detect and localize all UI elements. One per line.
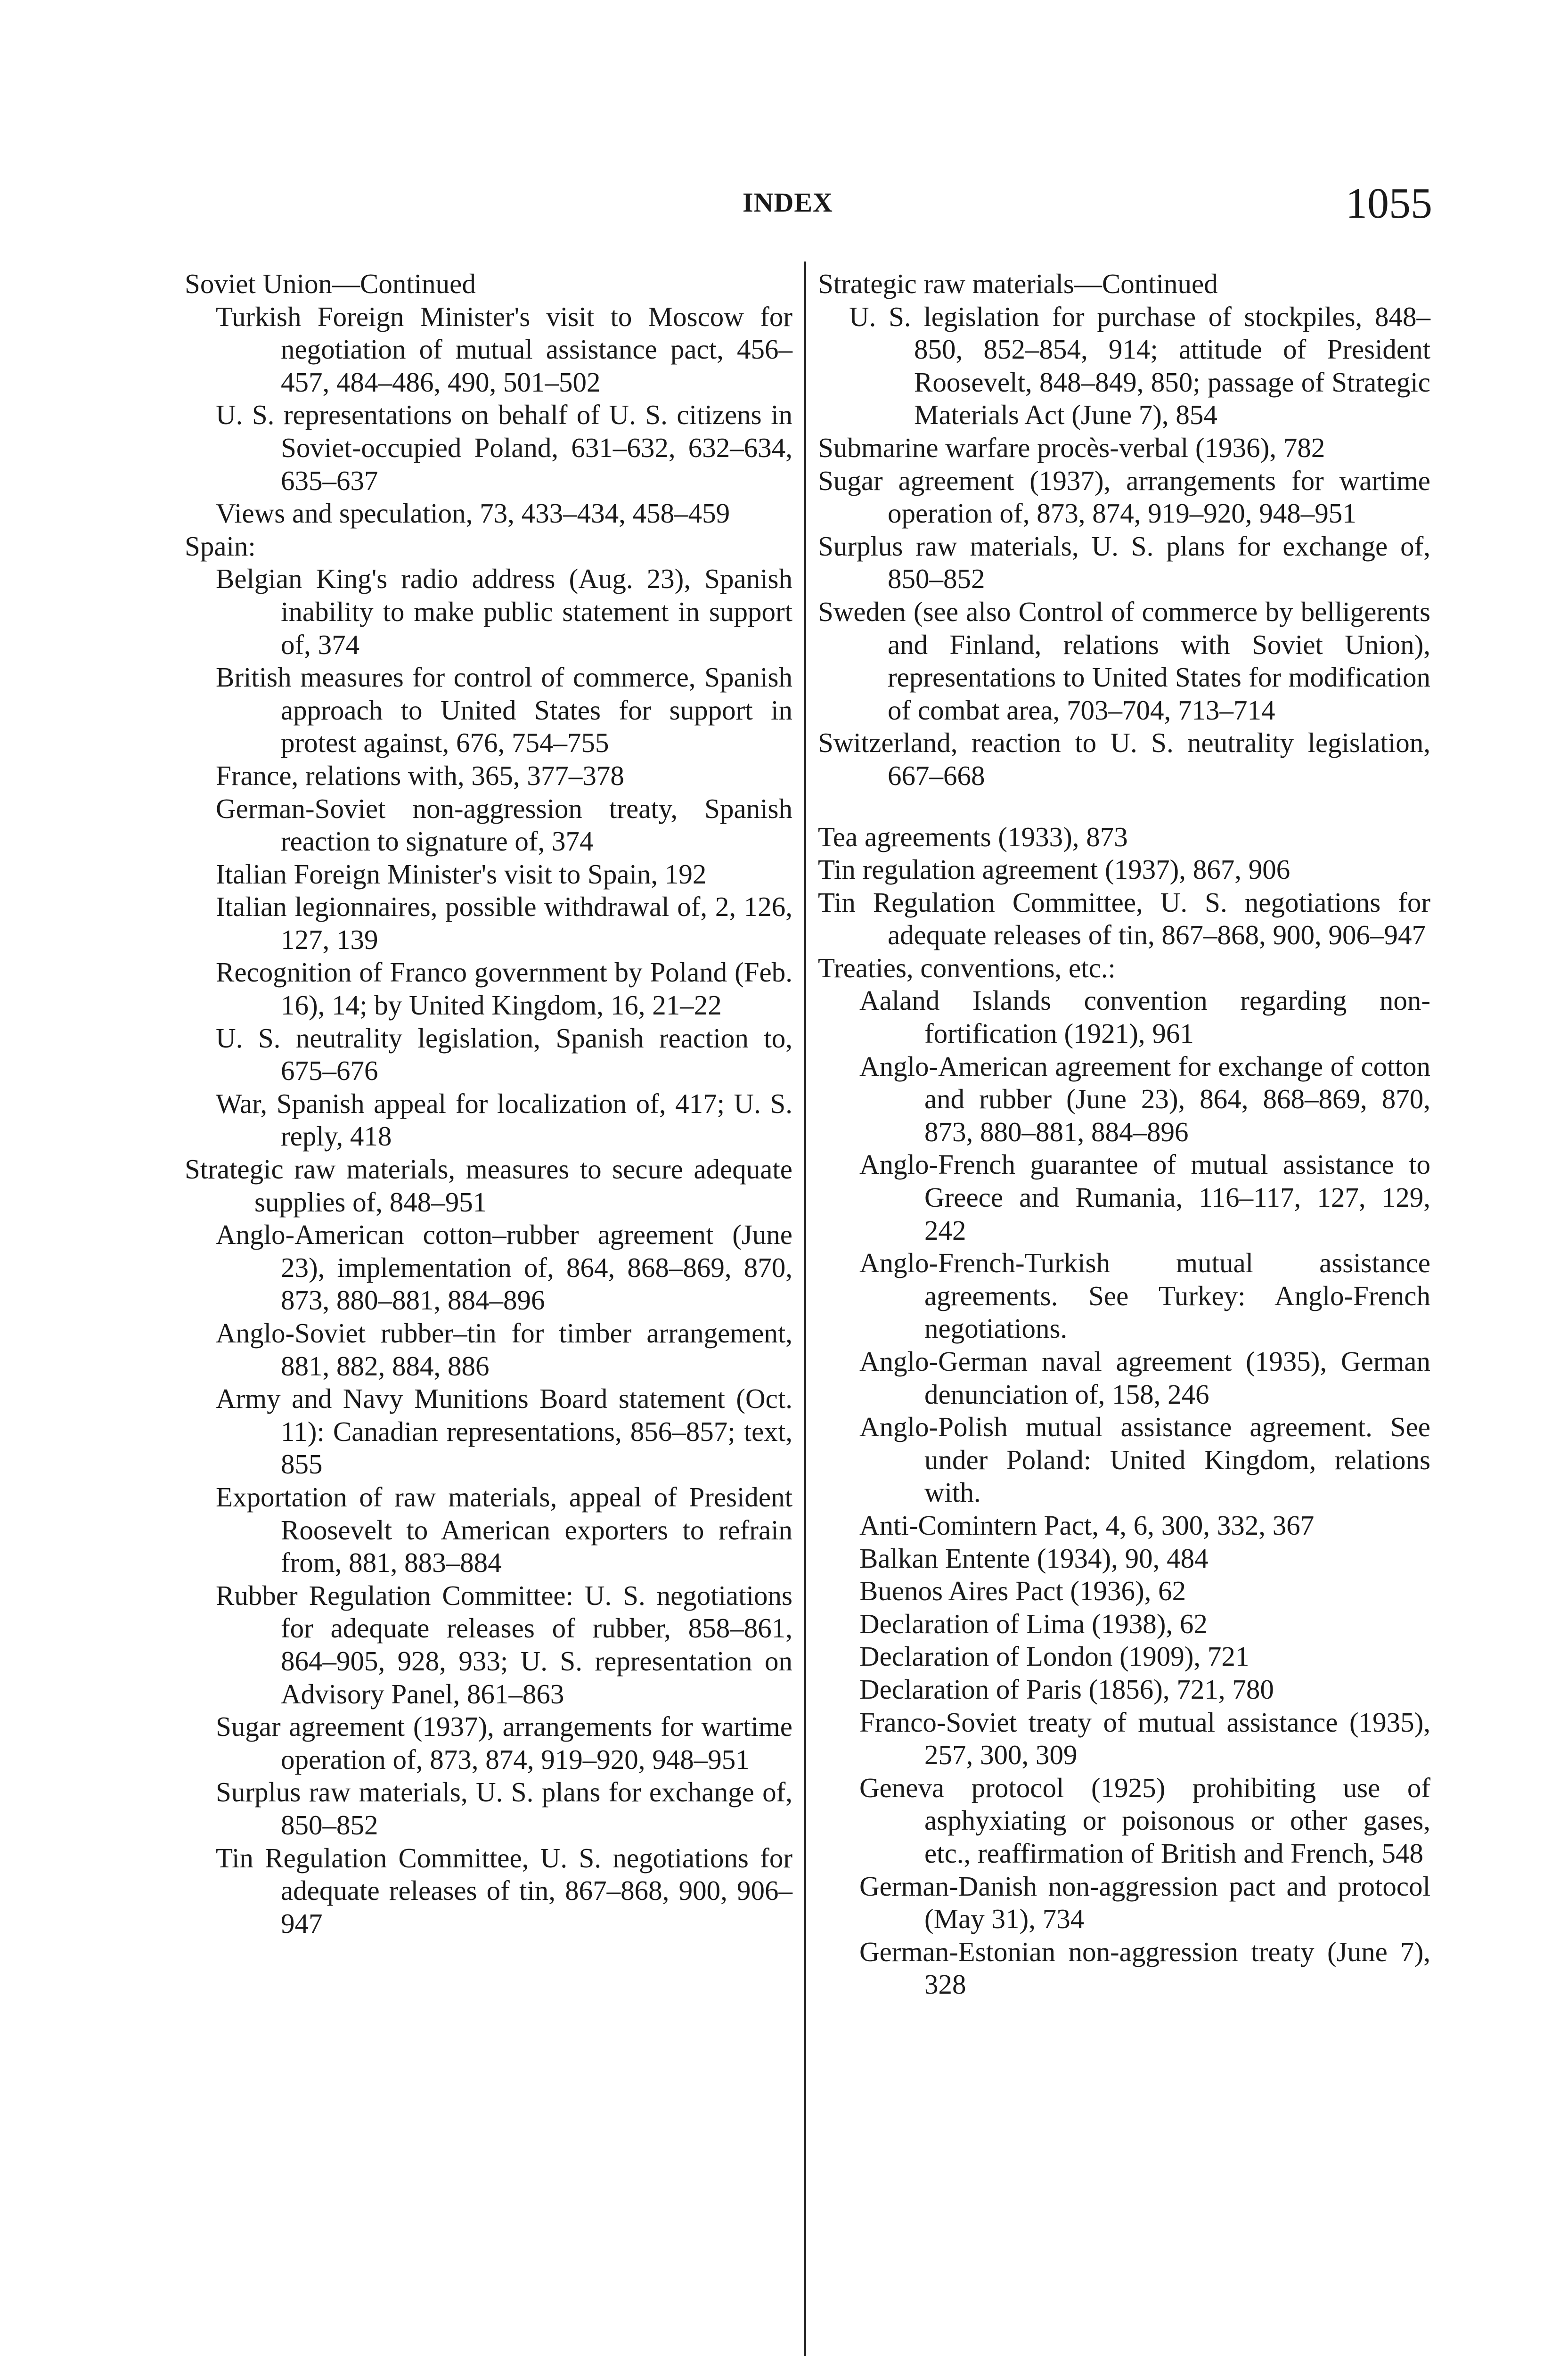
index-subentry: Rubber Regulation Committee: U. S. negotiations for adequate releases of rubber, 858–861, 864–905, 928, 933; U. S. representation on Advisory Panel, 861–863 <box>216 1579 792 1710</box>
index-subentry: Anglo-Polish mutual assistance agreement. See under Poland: United Kingdom, relations with. <box>859 1411 1430 1508</box>
index-entry: Sweden (see also Control of commerce by belligerents and Finland, relations with Soviet Union), representations to United States for modification of combat area, 703–704, 713–714 <box>818 596 1430 726</box>
index-entry: Sugar agreement (1937), arrangements for wartime operation of, 873, 874, 919–920, 948–951 <box>818 465 1430 529</box>
index-entry: Switzerland, reaction to U. S. neutrality legislation, 667–668 <box>818 727 1430 791</box>
index-entry: Soviet Union—Continued <box>185 268 476 299</box>
running-head: INDEX <box>743 187 833 218</box>
index-subentry: Declaration of London (1909), 721 <box>859 1641 1250 1672</box>
index-subentry: Recognition of Franco government by Poland (Feb. 16), 14; by United Kingdom, 16, 21–22 <box>216 957 792 1021</box>
index-subentry: Buenos Aires Pact (1936), 62 <box>859 1575 1186 1607</box>
index-subentry: Italian Foreign Minister's visit to Spain, 192 <box>216 858 707 890</box>
index-subentry: Anglo-French guarantee of mutual assistance to Greece and Rumania, 116–117, 127, 129, 242 <box>859 1149 1430 1246</box>
index-entry: Strategic raw materials, measures to secure adequate supplies of, 848–951 <box>185 1153 792 1218</box>
index-subentry: German-Soviet non-aggression treaty, Spanish reaction to signature of, 374 <box>216 793 792 857</box>
index-subentry: German-Danish non-aggression pact and protocol (May 31), 734 <box>859 1870 1430 1935</box>
index-entry: Tea agreements (1933), 873 <box>818 821 1128 852</box>
index-subentry: Army and Navy Munitions Board statement (Oct. 11): Canadian representations, 856–857; text, 855 <box>216 1383 792 1480</box>
index-subentry: Sugar agreement (1937), arrangements for wartime operation of, 873, 874, 919–920, 948–951 <box>216 1711 792 1775</box>
index-entry: Treaties, conventions, etc.: <box>818 952 1116 983</box>
index-subentry: Turkish Foreign Minister's visit to Moscow for negotiation of mutual assistance pact, 456–457, 484–486, 490, 501–502 <box>216 301 792 398</box>
index-subentry: Exportation of raw materials, appeal of President Roosevelt to American exporters to refrain from, 881, 883–884 <box>216 1481 792 1579</box>
index-subentry: Balkan Entente (1934), 90, 484 <box>859 1542 1209 1574</box>
right-index-column <box>818 268 1430 2001</box>
index-subentry: Views and speculation, 73, 433–434, 458–459 <box>216 498 730 529</box>
index-subentry: U. S. legislation for purchase of stockpiles, 848–850, 852–854, 914; attitude of President Roosevelt, 848–849, 850; passage of Strategic Materials Act (June 7), 854 <box>849 301 1430 431</box>
index-subentry: France, relations with, 365, 377–378 <box>216 760 624 791</box>
index-subentry: War, Spanish appeal for localization of, 417; U. S. reply, 418 <box>216 1088 792 1152</box>
index-entry: Tin Regulation Committee, U. S. negotiations for adequate releases of tin, 867–868, 900, 906–947 <box>818 886 1430 951</box>
index-entry: Strategic raw materials—Continued <box>818 268 1218 299</box>
index-subentry: Belgian King's radio address (Aug. 23), Spanish inability to make public statement in support of, 374 <box>216 563 792 660</box>
index-subentry: Geneva protocol (1925) prohibiting use of asphyxiating or poisonous or other gases, etc., reaffirmation of British and French, 548 <box>859 1772 1430 1869</box>
page-header <box>179 178 1432 230</box>
index-entry: Surplus raw materials, U. S. plans for exchange of, 850–852 <box>818 530 1430 595</box>
index-subentry: U. S. neutrality legislation, Spanish reaction to, 675–676 <box>216 1022 792 1087</box>
index-subentry: Tin Regulation Committee, U. S. negotiations for adequate releases of tin, 867–868, 900, 906–947 <box>216 1842 792 1939</box>
index-subentry: German-Estonian non-aggression treaty (June 7), 328 <box>859 1936 1430 2000</box>
index-subentry: Anglo-Soviet rubber–tin for timber arrangement, 881, 882, 884, 886 <box>216 1317 792 1382</box>
column-divider <box>804 262 806 2356</box>
index-subentry: Declaration of Paris (1856), 721, 780 <box>859 1673 1274 1705</box>
index-subentry: Anglo-American cotton–rubber agreement (June 23), implementation of, 864, 868–869, 870, 873, 880–881, 884–896 <box>216 1219 792 1316</box>
index-entry: Spain: <box>185 530 256 562</box>
index-subentry: Italian legionnaires, possible withdrawal of, 2, 126, 127, 139 <box>216 891 792 955</box>
index-subentry: Aaland Islands convention regarding non-fortification (1921), 961 <box>859 985 1430 1049</box>
left-index-column <box>185 268 792 1940</box>
index-entry: Submarine warfare procès-verbal (1936), 782 <box>818 432 1325 463</box>
index-subentry: Declaration of Lima (1938), 62 <box>859 1608 1208 1639</box>
index-subentry: Anglo-American agreement for exchange of cotton and rubber (June 23), 864, 868–869, 870, 873, 880–881, 884–896 <box>859 1050 1430 1147</box>
index-subentry: Anti-Comintern Pact, 4, 6, 300, 332, 367 <box>859 1509 1315 1541</box>
index-subentry: British measures for control of commerce, Spanish approach to United States for support in protest against, 676, 754–755 <box>216 662 792 759</box>
page-number: 1055 <box>1346 179 1432 227</box>
index-subentry: Anglo-French-Turkish mutual assistance agreements. See Turkey: Anglo-French negotiations. <box>859 1247 1430 1344</box>
index-subentry: Franco-Soviet treaty of mutual assistance (1935), 257, 300, 309 <box>859 1706 1430 1771</box>
index-subentry: Anglo-German naval agreement (1935), German denunciation of, 158, 246 <box>859 1346 1430 1410</box>
index-subentry: Surplus raw materials, U. S. plans for exchange of, 850–852 <box>216 1776 792 1841</box>
index-entry: Tin regulation agreement (1937), 867, 906 <box>818 854 1290 885</box>
index-subentry: U. S. representations on behalf of U. S. citizens in Soviet-occupied Poland, 631–632, 632–634, 635–637 <box>216 399 792 496</box>
